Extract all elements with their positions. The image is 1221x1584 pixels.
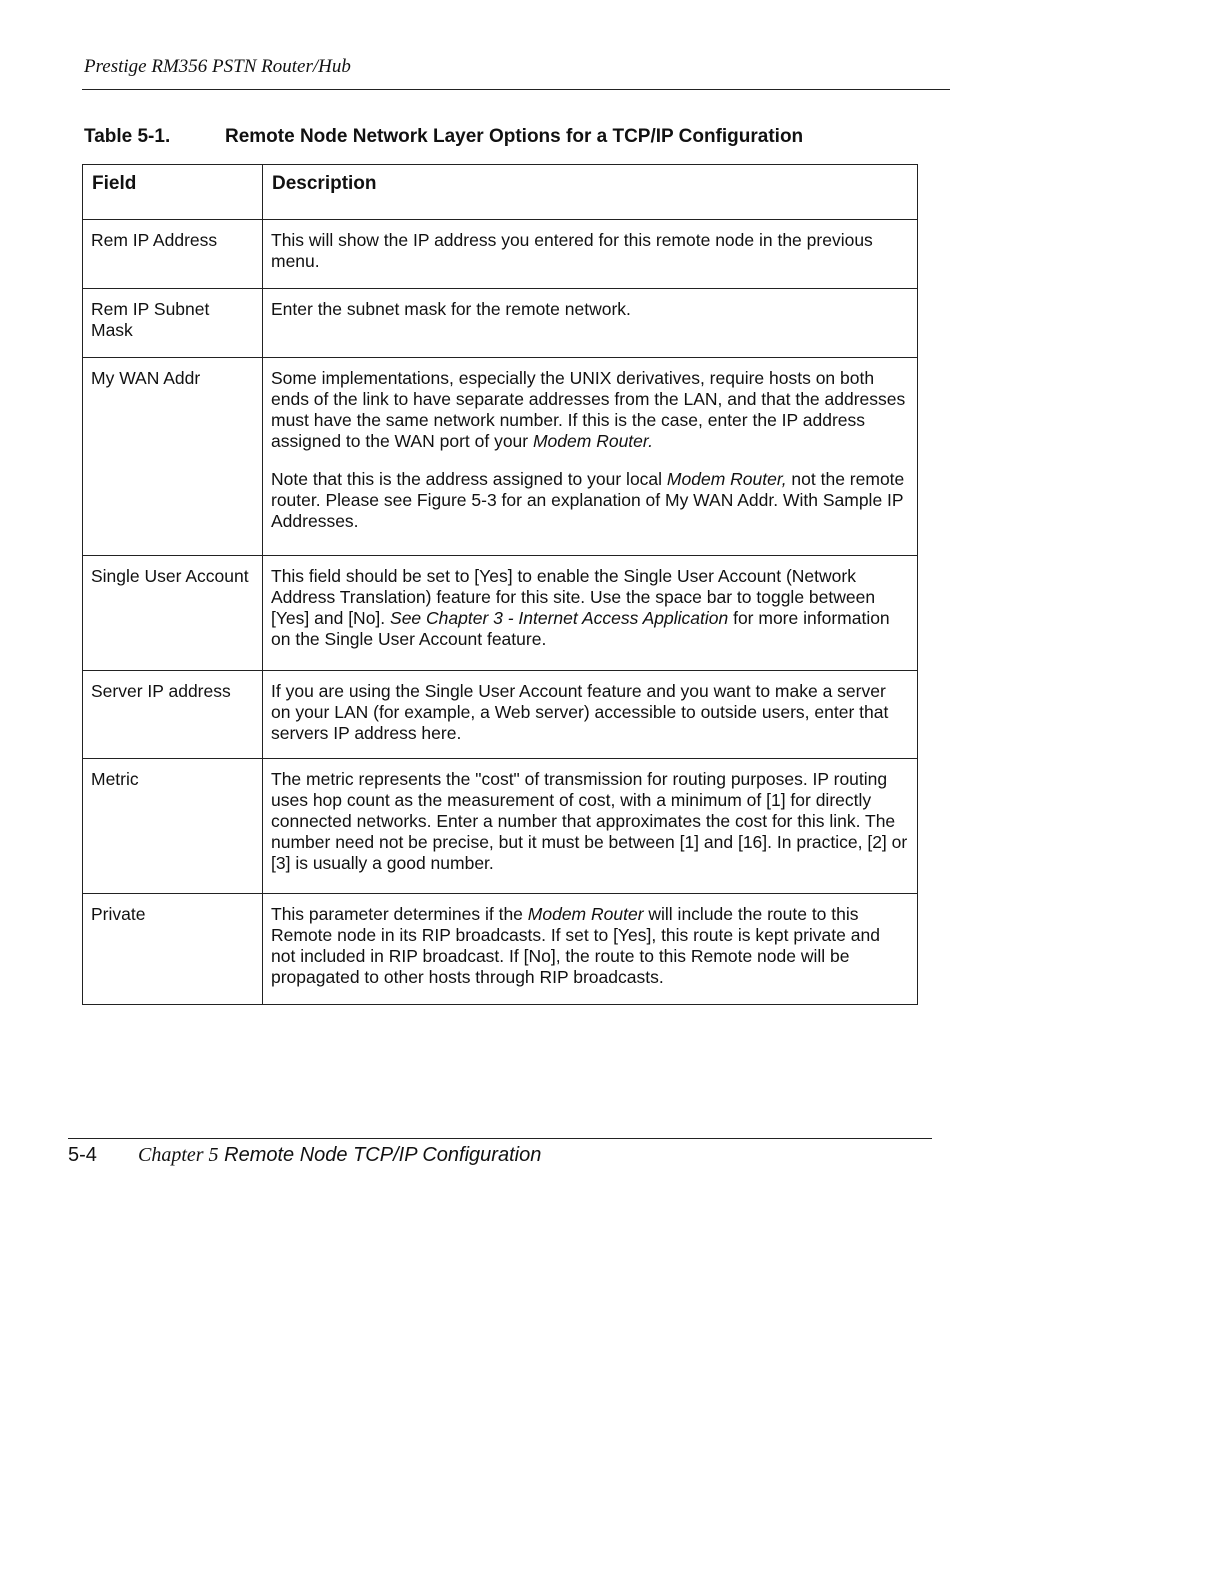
table-row — [83, 358, 918, 556]
description-cell: If you are using the Single User Account feature and you want to make a server on your LAN (for example, a Web server) accessible to outside users, enter that servers IP address here. — [263, 671, 918, 759]
field-cell: Private — [83, 894, 263, 1005]
description-text: not the remote router. Please see Figure 5-3 for an explanation of My WAN Addr. With Sample IP Addresses. — [271, 469, 905, 531]
description-paragraph — [271, 469, 909, 532]
description-cell — [263, 358, 918, 556]
table-row — [83, 220, 918, 289]
description-text: This field should be set to [Yes] to enable the Single User Account (Network Address Translation) feature for this site. Use the space bar to toggle between [Yes] and [No]. — [271, 566, 876, 628]
table-number: Table 5-1. — [84, 126, 171, 147]
description-cell: This will show the IP address you entered for this remote node in the previous menu. — [263, 220, 918, 289]
column-header-field: Field — [83, 165, 263, 220]
description-text: Note that this is the address assigned to your local — [271, 469, 667, 489]
page-number: 5-4 — [68, 1144, 97, 1166]
table-row — [83, 289, 918, 358]
table-row — [83, 671, 918, 759]
description-emphasis: Modem Router — [527, 904, 644, 924]
table-row — [83, 759, 918, 894]
field-cell: Single User Account — [83, 556, 263, 671]
table-caption — [84, 126, 803, 148]
running-header: Prestige RM356 PSTN Router/Hub — [84, 56, 351, 77]
description-cell: Enter the subnet mask for the remote network. — [263, 289, 918, 358]
field-cell: Server IP address — [83, 671, 263, 759]
options-table — [82, 164, 918, 1005]
field-cell: Metric — [83, 759, 263, 894]
description-cell — [263, 894, 918, 1005]
table-row — [83, 894, 918, 1005]
description-text: for more information on the Single User Account feature. — [271, 608, 890, 649]
header-rule — [82, 89, 950, 90]
footer-rule — [68, 1138, 932, 1139]
page-footer — [68, 1144, 541, 1167]
table-title: Remote Node Network Layer Options for a TCP/IP Configuration — [225, 126, 804, 147]
field-cell: Rem IP Subnet Mask — [83, 289, 263, 358]
chapter-title: Remote Node TCP/IP Configuration — [224, 1144, 542, 1166]
column-header-description: Description — [263, 165, 918, 220]
table-row — [83, 556, 918, 671]
description-emphasis: See Chapter 3 - Internet Access Application — [390, 608, 729, 628]
description-text: will include the route to this Remote node in its RIP broadcasts. If set to [Yes], this route is kept private and not included in RIP broadcast. If [No], the route to this Remote node will be propagated to other hosts through RIP broadcasts. — [271, 904, 880, 987]
field-cell: My WAN Addr — [83, 358, 263, 556]
description-emphasis: Modem Router, — [666, 469, 787, 489]
description-paragraph — [271, 368, 909, 452]
field-cell: Rem IP Address — [83, 220, 263, 289]
description-cell: The metric represents the "cost" of transmission for routing purposes. IP routing uses hop count as the measurement of cost, with a minimum of [1] for directly connected networks. Enter a number that approximates the cost for this link. The number need not be precise, but it must be between [1] and [16]. In practice, [2] or [3] is usually a good number. — [263, 759, 918, 894]
description-cell — [263, 556, 918, 671]
description-text: This parameter determines if the — [271, 904, 528, 924]
description-text: Some implementations, especially the UNIX derivatives, require hosts on both ends of the link to have separate addresses from the LAN, and that the addresses must have the same network number. If this is the case, enter the IP address assigned to the WAN port of your — [271, 368, 906, 451]
description-emphasis: Modem Router. — [532, 431, 653, 451]
chapter-label: Chapter 5 — [138, 1144, 219, 1166]
table-header-row — [83, 165, 918, 220]
